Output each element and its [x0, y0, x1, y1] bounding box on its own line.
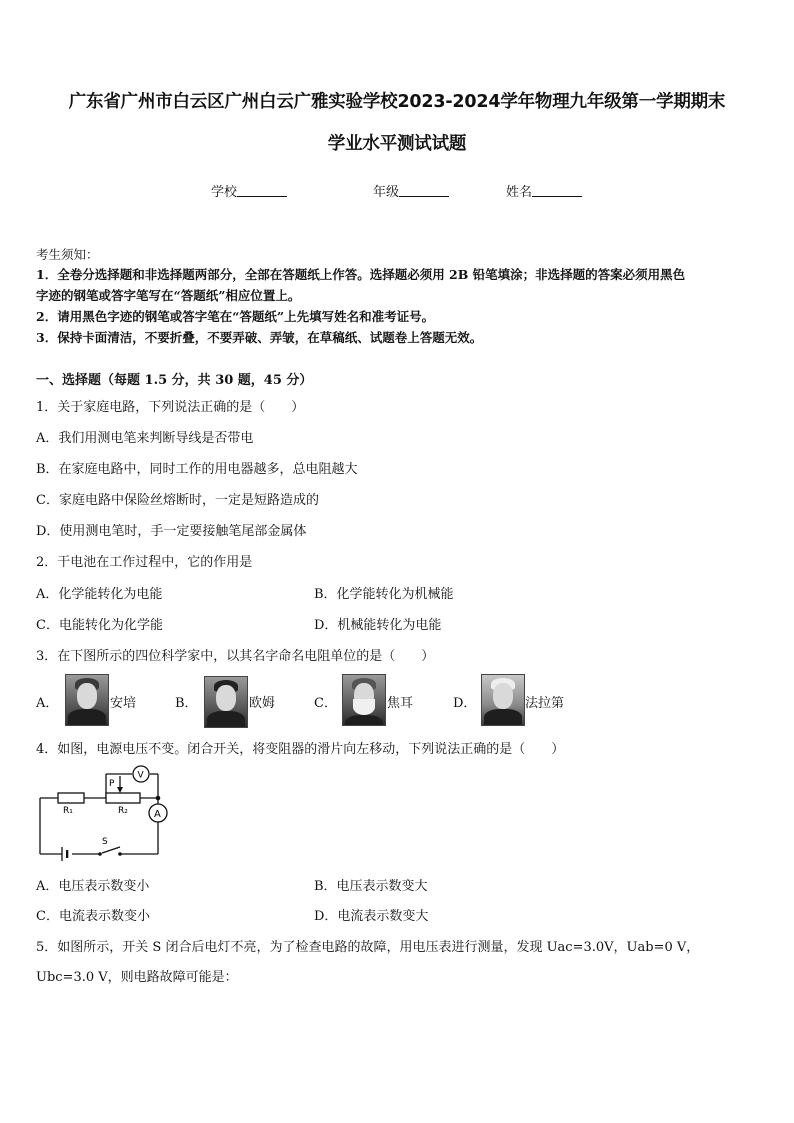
- q3-option-b-name: 欧姆: [249, 696, 276, 711]
- grade-field: [373, 181, 449, 200]
- q3-option-a-name: 安培: [110, 696, 137, 711]
- q2-option-d: D．机械能转化为电能: [314, 618, 442, 633]
- q3-option-c-letter: C．: [314, 696, 337, 711]
- notice-item3: 3．保持卡面清洁，不要折叠，不要弄破、弄皱，在草稿纸、试题卷上答题无效。: [36, 330, 483, 345]
- q2-option-a: A．化学能转化为电能: [36, 587, 163, 602]
- q1-option-b: B．在家庭电路中，同时工作的用电器越多，总电阻越大: [36, 462, 358, 477]
- q4-option-c: C．电流表示数变小: [36, 909, 150, 924]
- voltmeter-label: V: [137, 770, 144, 781]
- q4-option-a: A．电压表示数变小: [36, 879, 150, 894]
- r2-rheostat: [106, 793, 140, 803]
- section-heading: 一、选择题（每题 1.5 分，共 30 题，45 分）: [36, 373, 313, 388]
- notice-heading: 考生须知：: [36, 247, 99, 262]
- grade-label: 年级: [373, 185, 400, 200]
- q3-stem: 3．在下图所示的四位科学家中，以其名字命名电阻单位的是（ ）: [36, 649, 435, 664]
- r1-label: R₁: [63, 806, 73, 816]
- switch-label: S: [102, 837, 108, 847]
- notice-item1-line2: 字迹的钢笔或答字笔写在“答题纸”相应位置上。: [36, 288, 301, 303]
- school-field: [211, 181, 287, 200]
- r1-resistor: [58, 793, 84, 803]
- name-blank[interactable]: [532, 184, 582, 197]
- q3-option-c-name: 焦耳: [387, 696, 414, 711]
- q3-option-a-letter: A．: [36, 696, 59, 711]
- school-label: 学校: [211, 185, 238, 200]
- q2-option-c: C．电能转化为化学能: [36, 618, 163, 633]
- ammeter-label: A: [154, 809, 161, 820]
- q1-option-d: D．使用测电笔时，手一定要接触笔尾部金属体: [36, 524, 307, 539]
- faraday-portrait-image: [481, 674, 525, 726]
- grade-blank[interactable]: [399, 184, 449, 197]
- switch-lever[interactable]: [102, 847, 120, 853]
- q4-stem: 4．如图，电源电压不变。闭合开关，将变阻器的滑片向左移动，下列说法正确的是（ ）: [36, 742, 565, 757]
- notice-item1-line1: 1．全卷分选择题和非选择题两部分，全部在答题纸上作答。选择题必须用 2B 铅笔填涂；非选择题的答案必须用黑色: [36, 267, 686, 282]
- notice-item2: 2．请用黑色字迹的钢笔或答字笔在“答题纸”上先填写姓名和准考证号。: [36, 309, 435, 324]
- exam-title-line1: 广东省广州市白云区广州白云广雅实验学校2023-2024学年物理九年级第一学期期末: [68, 92, 726, 112]
- joule-portrait-image: [342, 674, 386, 726]
- ampere-portrait-image: [65, 674, 109, 726]
- q5-stem-line1: 5．如图所示，开关 S 闭合后电灯不亮，为了检查电路的故障，用电压表进行测量，发现 Uac=3.0V，Uab=0 V，: [36, 940, 700, 955]
- q5-stem-line2: Ubc=3.0 V，则电路故障可能是：: [36, 970, 238, 985]
- q3-option-d-letter: D．: [453, 696, 477, 711]
- q4-option-d: D．电流表示数变大: [314, 909, 429, 924]
- ohm-portrait-image: [204, 676, 248, 728]
- name-field: [506, 181, 582, 200]
- q2-stem: 2．干电池在工作过程中，它的作用是: [36, 555, 253, 570]
- slider-label: P: [109, 779, 115, 789]
- slider-arrow[interactable]: [117, 787, 123, 793]
- q4-circuit-diagram: [36, 762, 176, 864]
- school-blank[interactable]: [237, 184, 287, 197]
- q1-stem: 1．关于家庭电路，下列说法正确的是（ ）: [36, 400, 305, 415]
- q1-option-c: C．家庭电路中保险丝熔断时，一定是短路造成的: [36, 493, 319, 508]
- name-label: 姓名: [506, 185, 533, 200]
- q1-option-a: A．我们用测电笔来判断导线是否带电: [36, 431, 254, 446]
- exam-title-line2: 学业水平测试试题: [327, 134, 467, 154]
- r2-label: R₂: [118, 806, 128, 816]
- q4-option-b: B．电压表示数变大: [314, 879, 428, 894]
- q3-option-d-name: 法拉第: [525, 696, 565, 711]
- q3-option-b-letter: B．: [175, 696, 198, 711]
- q2-option-b: B．化学能转化为机械能: [314, 587, 454, 602]
